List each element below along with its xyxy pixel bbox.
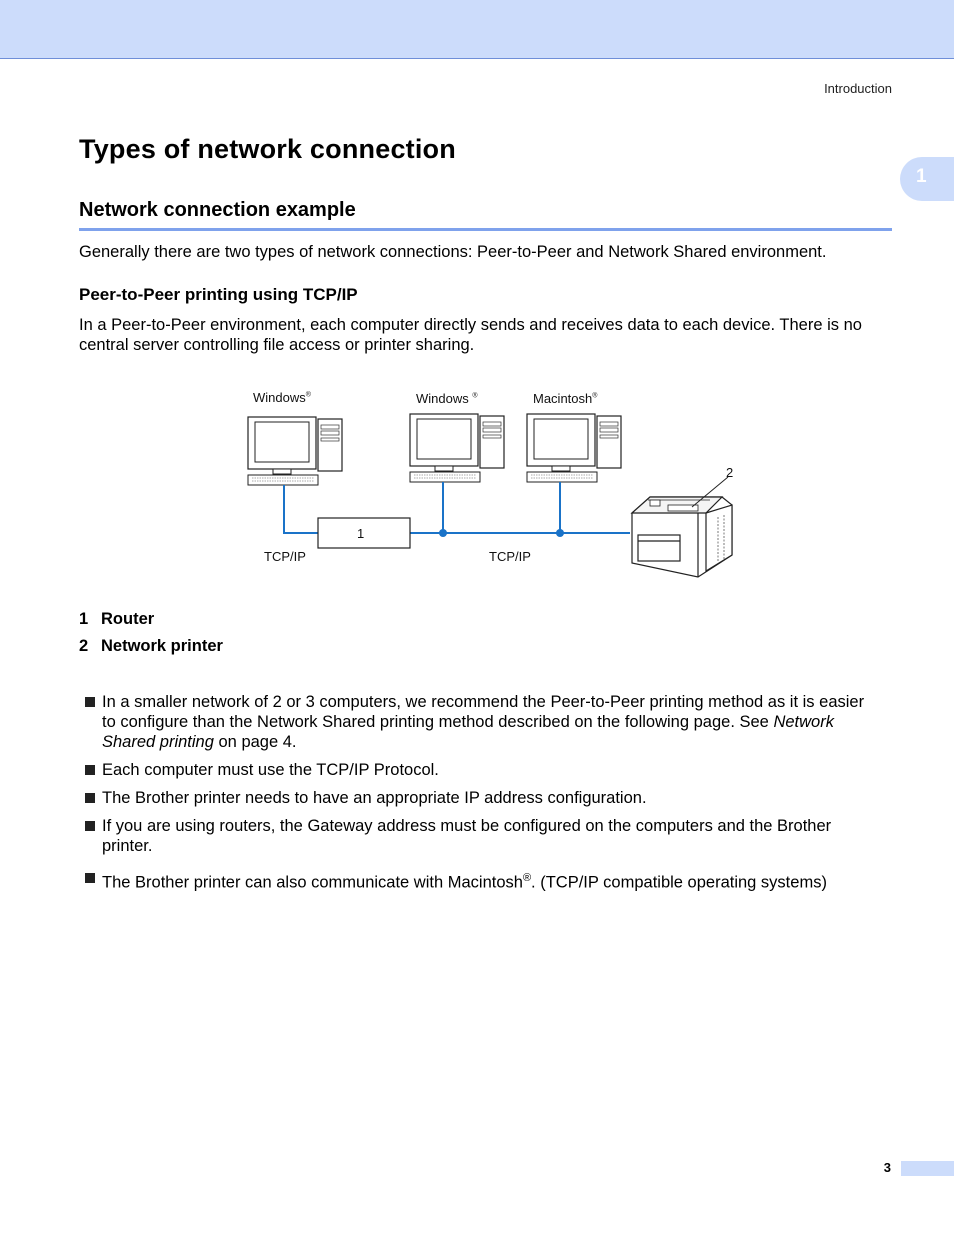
computer-label-1: Windows® <box>253 390 311 405</box>
computer-2 <box>410 414 504 482</box>
computer-label-2: Windows ® <box>416 391 478 406</box>
network-diagram <box>240 385 760 585</box>
bullet-square-icon <box>85 765 95 775</box>
subsection-paragraph <box>79 315 899 355</box>
intro-paragraph: Generally there are two types of network connections: Peer-to-Peer and Network Shared environment. <box>79 243 827 261</box>
junction-1 <box>439 529 447 537</box>
protocol-label-right: TCP/IP <box>489 549 531 564</box>
subsection-paragraph-line2: central server controlling file access or printer sharing. <box>79 336 475 354</box>
bullet-square-icon <box>85 873 95 883</box>
bullet-list <box>82 692 902 901</box>
bullet-square-icon <box>85 821 95 831</box>
router-number: 1 <box>357 526 365 541</box>
section-divider <box>79 228 892 231</box>
bullet-item: If you are using routers, the Gateway address must be configured on the computers and the Brother printer. <box>82 816 902 856</box>
legend-item-router: 1 Router <box>79 610 155 628</box>
subsection-paragraph-line1: In a Peer-to-Peer environment, each computer directly sends and receives data to each device. There is no <box>79 316 862 334</box>
running-head: Introduction <box>824 81 892 96</box>
cross-reference-link[interactable]: Network Shared printing <box>102 713 834 751</box>
computer-1 <box>248 417 342 485</box>
subsection-title: Peer-to-Peer printing using TCP/IP <box>79 285 358 304</box>
bullet-square-icon <box>85 793 95 803</box>
bullet-item: The Brother printer needs to have an appropriate IP address configuration. <box>82 788 902 808</box>
legend-item-printer: 2 Network printer <box>79 637 223 655</box>
chapter-tab <box>900 157 954 201</box>
bullet-square-icon <box>85 697 95 707</box>
footer-band <box>901 1161 954 1176</box>
page-number: 3 <box>883 1160 891 1175</box>
top-header-band <box>0 0 954 59</box>
computer-3 <box>527 414 621 482</box>
page-title: Types of network connection <box>79 134 456 164</box>
junction-2 <box>556 529 564 537</box>
bullet-item: Each computer must use the TCP/IP Protocol. <box>82 760 902 780</box>
bullet-item: In a smaller network of 2 or 3 computers, we recommend the Peer-to-Peer printing method as it is easier to configure than the Network Shared printing method described on the following page. See Network Shared printing on page 4. <box>82 692 902 752</box>
printer-number: 2 <box>726 465 734 480</box>
protocol-label-left: TCP/IP <box>264 549 306 564</box>
computer-label-3: Macintosh® <box>533 391 598 406</box>
bullet-item: The Brother printer can also communicate with Macintosh®. (TCP/IP compatible operating systems) <box>82 868 902 893</box>
section-title: Network connection example <box>79 199 356 221</box>
network-printer <box>632 497 732 577</box>
chapter-number: 1 <box>916 166 927 187</box>
